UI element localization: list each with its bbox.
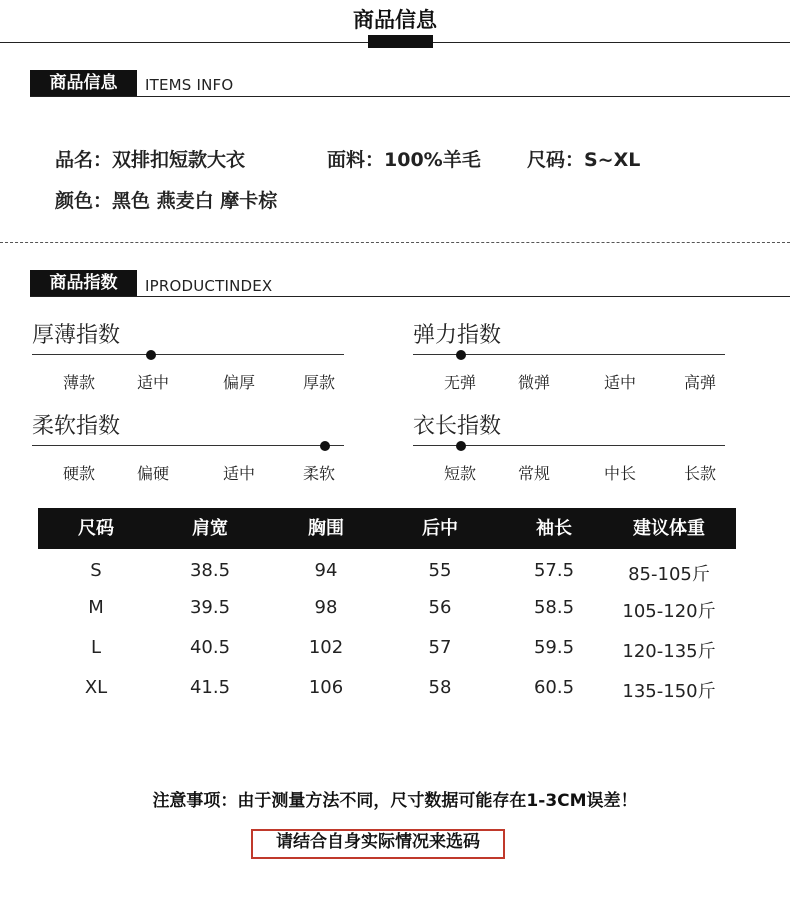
index-label: 适中: [136, 373, 169, 392]
table-cell: 85-105斤: [628, 564, 710, 585]
table-cell: 57: [428, 637, 452, 658]
table-cell: 56: [428, 597, 452, 618]
table-cell: 57.5: [533, 560, 575, 581]
index-label: 短款: [443, 464, 476, 483]
table-cell: 98: [314, 597, 338, 618]
items-info-rule: [30, 96, 790, 97]
header-accent-bar: [368, 35, 433, 48]
index-label: 长款: [683, 464, 716, 483]
column-header-weight: 建议体重: [633, 518, 705, 539]
product-index-rule: [30, 296, 790, 297]
index-title: 衣长指数: [413, 414, 502, 439]
product-name: 品名：双排扣短款大衣: [55, 149, 246, 171]
index-label: 偏厚: [222, 373, 255, 392]
product-fabric: 面料：100%羊毛: [327, 149, 481, 171]
table-cell: 105-120斤: [622, 601, 716, 622]
table-cell: 55: [428, 560, 452, 581]
index-label: 适中: [603, 373, 636, 392]
product-colors: 颜色：黑色 燕麦白 摩卡棕: [55, 190, 278, 212]
table-cell: 59.5: [533, 637, 575, 658]
table-cell: 106: [308, 677, 344, 698]
product-index-subheading: IPRODUCTINDEX: [145, 277, 273, 295]
index-label: 微弹: [517, 373, 550, 392]
column-header-back-length: 后中: [422, 518, 458, 539]
index-label: 中长: [603, 464, 636, 483]
product-index-heading: 商品指数: [30, 270, 137, 297]
index-label: 无弹: [443, 373, 476, 392]
table-cell: 41.5: [189, 677, 231, 698]
table-cell: 58: [428, 677, 452, 698]
table-cell: 39.5: [189, 597, 231, 618]
table-cell: 135-150斤: [622, 681, 716, 702]
measurement-caution: 注意事项：由于测量方法不同，尺寸数据可能存在1-3CM误差！: [152, 791, 638, 811]
table-cell: 94: [314, 560, 338, 581]
index-track: [32, 354, 344, 355]
size-table-header: [38, 508, 736, 549]
table-cell: S: [90, 560, 102, 581]
index-marker: [146, 350, 156, 360]
section-divider: [0, 242, 790, 243]
table-cell: 120-135斤: [622, 641, 716, 662]
index-label: 偏硬: [136, 464, 169, 483]
index-label: 薄款: [62, 373, 95, 392]
items-info-subheading: ITEMS INFO: [145, 76, 234, 94]
index-label: 常规: [517, 464, 550, 483]
index-label: 高弹: [683, 373, 716, 392]
table-cell: 102: [308, 637, 344, 658]
index-title: 厚薄指数: [32, 323, 121, 348]
index-marker: [320, 441, 330, 451]
index-label: 厚款: [302, 373, 335, 392]
table-cell: L: [90, 637, 102, 658]
product-size-range: 尺码：S~XL: [527, 149, 641, 171]
table-cell: 38.5: [189, 560, 231, 581]
column-header-sleeve: 袖长: [536, 518, 572, 539]
index-title: 柔软指数: [32, 414, 121, 439]
index-label: 适中: [222, 464, 255, 483]
index-label: 硬款: [62, 464, 95, 483]
index-title: 弹力指数: [413, 323, 502, 348]
table-cell: 40.5: [189, 637, 231, 658]
index-marker: [456, 350, 466, 360]
index-track: [32, 445, 344, 446]
items-info-heading: 商品信息: [30, 70, 137, 97]
index-marker: [456, 441, 466, 451]
table-cell: 60.5: [533, 677, 575, 698]
page-title: 商品信息: [353, 8, 437, 32]
column-header-size: 尺码: [78, 518, 114, 539]
index-label: 柔软: [302, 464, 335, 483]
column-header-chest: 胸围: [308, 518, 344, 539]
column-header-shoulder: 肩宽: [192, 518, 228, 539]
table-cell: M: [88, 597, 104, 618]
table-cell: 58.5: [533, 597, 575, 618]
size-advice: 请结合自身实际情况来选码: [276, 832, 480, 852]
table-cell: XL: [84, 677, 108, 698]
